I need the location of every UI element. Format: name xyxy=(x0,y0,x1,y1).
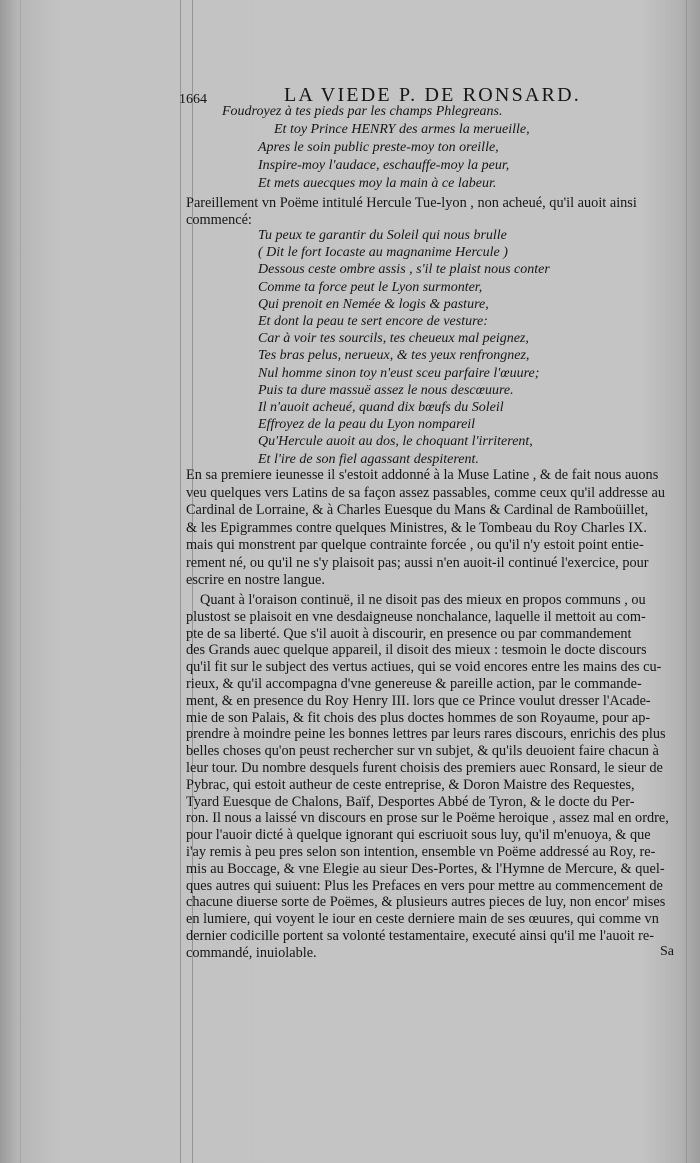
text-line: chacune diuerse sorte de Poëmes, & plusieurs autres pieces de luy, non encor' mises xyxy=(186,894,666,911)
verse-line: Foudroyez à tes pieds par les champs Phlegreans. xyxy=(222,104,503,119)
text-line: belles choses qu'on peust rechercher sur vn subjet, & qu'ils deuoient faire chacun à xyxy=(186,743,659,760)
catchword: Sa xyxy=(660,943,674,959)
verse-line: Qui prenoit en Nemée & logis & pasture, xyxy=(258,296,489,312)
text-line: plustost se plaisoit en vne desdaigneuse nonchalance, laquelle il mettoit au com- xyxy=(186,608,646,625)
text-line: Pareillement vn Poëme intitulé Hercule Tue-lyon , non acheué, qu'il auoit ainsi xyxy=(186,195,637,211)
verse-line: Inspire-moy l'audace, eschauffe-moy la peur, xyxy=(258,158,510,173)
text-line: commandé, inuiolable. xyxy=(186,944,317,961)
text-line: pte de sa liberté. Que s'il auoit à discourir, en presence ou par commandement xyxy=(186,625,632,642)
paper-edge xyxy=(686,0,687,1163)
text-line: mis au Boccage, & vne Elegie au sieur Des-Portes, & l'Hymne de Mercure, & quel- xyxy=(186,860,665,877)
margin-rule xyxy=(180,0,181,1163)
verse-line: Dessous ceste ombre assis , s'il te plaist nous conter xyxy=(258,262,550,278)
text-line: commencé: xyxy=(186,212,252,228)
page-number: 1664 xyxy=(179,92,207,107)
text-line: Cardinal de Lorraine, & à Charles Euesque du Mans & Cardinal de Ramboüillet, xyxy=(186,502,649,518)
verse-line: ( Dit le fort Iocaste au magnanime Hercule ) xyxy=(258,245,508,261)
verse-line: Tu peux te garantir du Soleil qui nous brulle xyxy=(258,228,507,243)
text-line: prendre à moindre peine les bonnes lettres par leurs rares discours, enrichis des plus xyxy=(186,726,666,743)
text-line: en lumiere, qui voyent le iour en ceste derniere main de ses œuures, qui comme vn xyxy=(186,911,659,928)
verse-line: Apres le soin public preste-moy ton oreille, xyxy=(258,140,499,155)
verse-line: Nul homme sinon toy n'eust sceu parfaire l'œuure; xyxy=(258,365,540,381)
verse-line: Il n'auoit acheué, quand dix bœufs du Soleil xyxy=(258,400,504,415)
text-line: Quant à l'oraison continuë, il ne disoit pas des mieux en propos communs , ou xyxy=(200,592,646,608)
text-line: En sa premiere ieunesse il s'estoit addonné à la Muse Latine , & de fait nous auons xyxy=(186,467,659,483)
text-line: rieux, & qu'il accompagna d'vne genereuse & pareille action, par le commande- xyxy=(186,676,642,692)
text-line: i'ay remis à peu pres selon son intention, ensemble vn Poëme addressé au Roy, re- xyxy=(186,844,656,860)
verse-line: Et mets auecques moy la main à ce labeur. xyxy=(258,176,497,191)
text-line: des Grands auec quelque appareil, il disoit des mieux : tesmoin le docte discours xyxy=(186,642,647,659)
verse-line: Et toy Prince HENRY des armes la merueille, xyxy=(274,122,530,137)
verse-line: Car à voir tes sourcils, tes cheueux mal peignez, xyxy=(258,331,529,347)
text-line: ques autres qui suiuent: Plus les Prefaces en vers pour mettre au commencement de xyxy=(186,877,663,894)
text-line: Tyard Euesque de Chalons, Baïf, Desportes Abbé de Tyron, & le docte du Per- xyxy=(186,793,635,810)
paper-crease xyxy=(20,0,21,1163)
text-line: mie de son Palais, & fit chois des plus doctes hommes de son Royaume, pour ap- xyxy=(186,709,651,726)
verse-line: Tes bras pelus, nerueux, & tes yeux renfrongnez, xyxy=(258,348,530,364)
text-line: leur tour. Du nombre desquels furent choisis des premiers auec Ronsard, le sieur de xyxy=(186,760,663,776)
text-line: escrire en nostre langue. xyxy=(186,572,325,588)
verse-line: Effroyez de la peau du Lyon nompareil xyxy=(258,417,476,433)
text-line: rement né, ou qu'il ne s'y plaisoit pas; aussi n'en auoit-il continué l'exercice, pour xyxy=(186,554,649,571)
verse-line: Qu'Hercule auoit au dos, le choquant l'irriterent, xyxy=(258,434,533,450)
text-line: pour l'auoir dicté à quelque ignorant qui escriuoit sous luy, qu'il m'enuoya, & que xyxy=(186,827,651,844)
text-line: ment, & en presence du Roy Henry III. lors que ce Prince voulut dresser l'Acade- xyxy=(186,692,651,709)
text-line: & les Epigrammes contre quelques Ministres, & le Tombeau du Roy Charles IX. xyxy=(186,519,647,536)
text-line: ron. Il nous a laissé vn discours en prose sur le Poëme heroique , assez mal en ordre, xyxy=(186,810,669,827)
verse-line: Puis ta dure massuë assez le nous descœuure. xyxy=(258,382,514,398)
verse-line: Et dont la peau te sert encore de vesture: xyxy=(258,314,488,329)
text-line: Pybrac, qui estoit autheur de ceste entreprise, & Doron Maistre des Requestes, xyxy=(186,776,635,793)
text-line: dernier codicille portent sa volonté testamentaire, executé ainsi qu'il me l'auoit re- xyxy=(186,928,655,944)
text-line: veu quelques vers Latins de sa façon assez passables, comme ceux qu'il addresse au xyxy=(186,484,665,501)
running-title: LA VIEDE P. DE RONSARD. xyxy=(284,84,581,106)
verse-line: Comme ta force peut le Lyon surmonter, xyxy=(258,279,483,295)
verse-line: Et l'ire de son fiel agassant despiterent. xyxy=(258,451,479,467)
text-line: qu'il fit sur le subject des vertus actiues, qui se void encores entre les mains des cu- xyxy=(186,659,662,676)
text-line: mais qui monstrent par quelque contrainte forcée , ou qu'il n'y estoit point entie- xyxy=(186,537,644,553)
